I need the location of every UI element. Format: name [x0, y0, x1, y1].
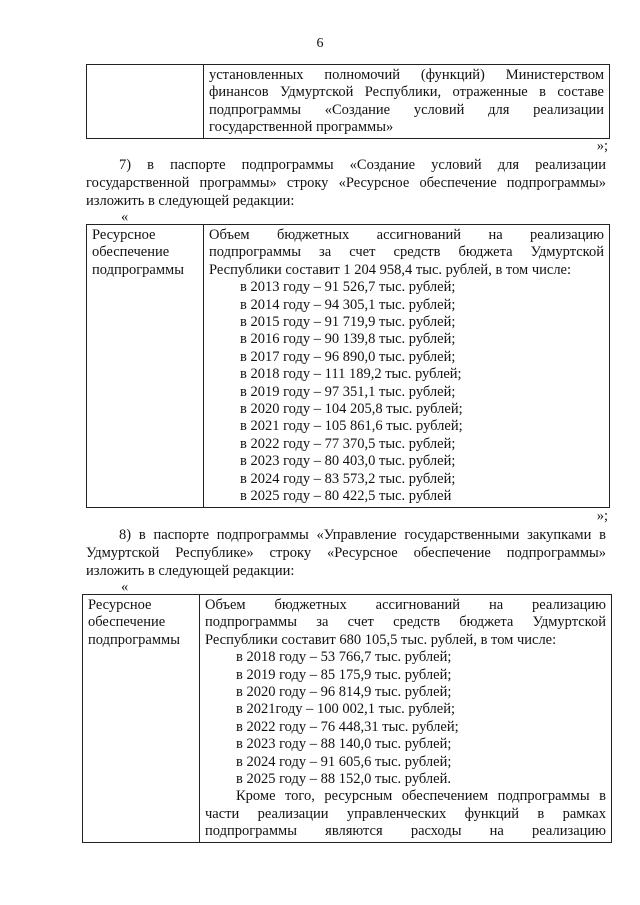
- year-line: в 2015 году – 91 719,9 тыс. рублей;: [240, 314, 456, 331]
- year-line: в 2024 году – 83 573,2 тыс. рублей;: [240, 470, 456, 487]
- extra-line: части реализации управленческих функций в рамках: [205, 805, 606, 822]
- extra-line: подпрограммы являются расходы на реализацию: [205, 823, 606, 840]
- paragraph-line: 7) в паспорте подпрограммы «Создание условий для реализации: [119, 157, 606, 173]
- label-cell: [87, 225, 204, 508]
- opening-quote: «: [121, 209, 129, 225]
- continuation-table: [86, 64, 610, 139]
- year-line: в 2022 году – 76 448,31 тыс. рублей;: [236, 718, 459, 735]
- value-cell: [204, 225, 610, 508]
- paragraph-line: Удмуртской Республике» строку «Ресурсное обеспечение подпрограммы»: [86, 544, 606, 561]
- value-cell: [200, 595, 612, 843]
- text-line: государственной программы»: [209, 119, 394, 136]
- label-line: Ресурсное: [92, 227, 156, 243]
- year-line: в 2022 году – 77 370,5 тыс. рублей;: [240, 435, 456, 452]
- intro-line: Объем бюджетных ассигнований на реализацию: [205, 597, 606, 613]
- text-line: финансов Удмуртской Республики, отраженные в составе: [209, 84, 604, 101]
- year-line: в 2024 году – 91 605,6 тыс. рублей;: [236, 753, 452, 770]
- resource-table-7: [86, 224, 610, 508]
- page-number: 6: [316, 36, 324, 51]
- intro-line: Республики составит 1 204 958,4 тыс. рублей, в том числе:: [209, 261, 572, 278]
- label-line: обеспечение: [92, 244, 170, 261]
- intro-line: Республики составит 680 105,5 тыс. рублей, в том числе:: [205, 631, 557, 648]
- continuation-text-cell: [204, 65, 610, 139]
- empty-label-cell: [87, 65, 204, 139]
- paragraph-item-8: [86, 527, 606, 580]
- year-line: в 2023 году – 88 140,0 тыс. рублей;: [236, 736, 452, 753]
- year-line: в 2025 году – 88 152,0 тыс. рублей.: [236, 771, 451, 788]
- closing-quote: »;: [596, 508, 608, 524]
- paragraph-item-7: [86, 157, 606, 210]
- year-line: в 2019 году – 97 351,1 тыс. рублей;: [240, 383, 456, 400]
- paragraph-line: изложить в следующей редакции:: [86, 562, 295, 579]
- year-line: в 2021году – 100 002,1 тыс. рублей;: [236, 701, 456, 718]
- year-line: в 2017 году – 96 890,0 тыс. рублей;: [240, 348, 456, 365]
- year-line: в 2018 году – 53 766,7 тыс. рублей;: [236, 649, 452, 666]
- resource-table-8: [82, 594, 612, 843]
- opening-quote: «: [121, 579, 129, 595]
- year-line: в 2025 году – 80 422,5 тыс. рублей: [240, 488, 452, 505]
- intro-line: подпрограммы за счет средств бюджета Удмуртской: [205, 614, 606, 631]
- year-line: в 2013 году – 91 526,7 тыс. рублей;: [240, 279, 456, 296]
- label-line: подпрограммы: [92, 261, 184, 278]
- label-cell: [83, 595, 200, 843]
- text-line: установленных полномочий (функций) Министерством: [209, 67, 604, 83]
- paragraph-line: государственной программы» строку «Ресурсное обеспечение подпрограммы»: [86, 174, 606, 191]
- year-line: в 2020 году – 96 814,9 тыс. рублей;: [236, 684, 452, 701]
- year-line: в 2016 году – 90 139,8 тыс. рублей;: [240, 331, 456, 348]
- paragraph-line: изложить в следующей редакции:: [86, 192, 295, 209]
- intro-line: подпрограммы за счет средств бюджета Удмуртской: [209, 244, 604, 261]
- label-line: подпрограммы: [88, 631, 180, 648]
- year-line: в 2018 году – 111 189,2 тыс. рублей;: [240, 366, 462, 383]
- year-line: в 2021 году – 105 861,6 тыс. рублей;: [240, 418, 463, 435]
- year-line: в 2019 году – 85 175,9 тыс. рублей;: [236, 666, 452, 683]
- year-line: в 2023 году – 80 403,0 тыс. рублей;: [240, 453, 456, 470]
- label-line: Ресурсное: [88, 597, 152, 613]
- year-line: в 2014 году – 94 305,1 тыс. рублей;: [240, 296, 456, 313]
- closing-quote: »;: [596, 138, 608, 154]
- paragraph-line: 8) в паспорте подпрограммы «Управление государственными закупками в: [119, 527, 606, 543]
- year-line: в 2020 году – 104 205,8 тыс. рублей;: [240, 401, 463, 418]
- label-line: обеспечение: [88, 614, 166, 631]
- text-line: подпрограммы «Создание условий для реализации: [209, 101, 604, 118]
- intro-line: Объем бюджетных ассигнований на реализацию: [209, 227, 604, 243]
- extra-line: Кроме того, ресурсным обеспечением подпрограммы в: [236, 788, 606, 805]
